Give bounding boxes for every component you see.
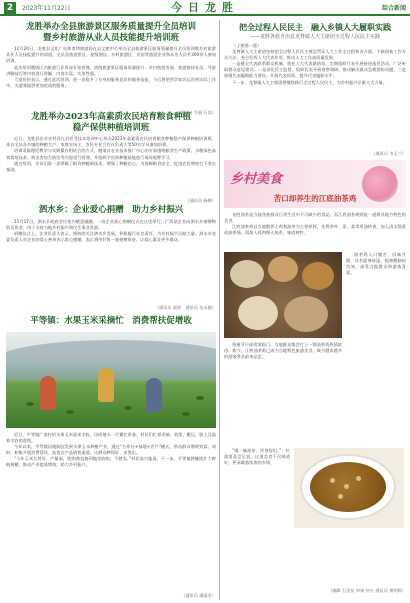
paragraph: 油茶鸡入口微苦，回味甘甜，具有驱寒祛湿、提神醒脑的功效，深受当地群众和游客喜爱。 (346, 252, 406, 276)
paragraph: 捐赠仪式上，企业负责人表示，将持续关注泗水乡发展，积极履行社会责任，为乡村振兴贡献力量。泗水乡党委负责人对企业的爱心善举表示衷心感谢，表示将用好每一笔捐赠资金，让爱心惠及更多群众。 (6, 230, 216, 242)
left-column (6, 20, 216, 600)
paragraph: 培训采取理论教学与实践操作相结合的方式，邀请县农业技术推广中心的专家围绕粮食生产政策、水稻绿色高效栽培技术、病虫害综合防治等内容进行授课，并组织学员到种植基地进行现场观摩学习。 (6, 148, 216, 160)
article-headline: 把全过程人民民主 融入乡镇人大履职实践 (239, 22, 391, 32)
section-label: 综合新闻 (381, 5, 406, 12)
article-tourism-training (6, 22, 216, 116)
paragraph: “喝一碗油茶，浑身舒坦。”一位游客品尝后说，这道美食不仅味道好，更承载着浓浓的乡情。 (224, 448, 290, 466)
paragraph: 通过培训，学员们进一步掌握了粮食种植新技术，增强了种粮信心，为保障粮食安全、促进农民增收打下坚实基础。 (6, 160, 216, 172)
food-intro-text (224, 212, 406, 248)
article-headline: 泗水乡：企业爱心捐赠 助力乡村振兴 (38, 205, 184, 215)
article-body (6, 432, 216, 592)
paragraph: “今年玉米长势好，产量高，收购商直接到地里收购，不愁卖。”村民高兴地说。下一步，平等镇将继续扩大种植规模，推动产业提质增效，助力乡村振兴。 (6, 456, 216, 468)
article-headline: 龙胜举办全县旅游景区服务质量提升全员培训 (25, 22, 196, 32)
food-spread-photo (224, 252, 342, 338)
paragraph: 近日，平等镇广南村的水果玉米迎来丰收，田间地头一片繁忙景象，村民们忙着采摘、装筐、搬运，脸上洋溢着丰收的喜悦。 (6, 432, 216, 444)
paragraph: 今年以来，平等镇因地制宜发展水果玉米种植产业，通过“合作社+基地+农户”模式，带动群众增收致富。同时，积极开展消费帮扶，拓宽农产品销售渠道，让群众种得好、卖得出。 (6, 444, 216, 456)
masthead (0, 0, 410, 16)
paragraph: 11月20日，龙胜县文化广电体育和旅游局在县文旅中心举办全县旅游景区服务质量提升全员培训暨乡村旅游从业人员技能提升培训班，全县各旅游景区、星级酒店、乡村旅游区、民宿等旅游企业和从业人员共300余人参加培训。 (6, 46, 216, 64)
byline: （通讯员 韦玉兰） (371, 151, 406, 156)
article-body (224, 43, 406, 151)
banner-title: 乡村美食 (230, 172, 283, 187)
paragraph: 此次培训邀请区内旅游行业资深专家授课，围绕旅游景区服务质量提升、乡村旅游发展、旅游接待礼仪、导游讲解技巧等内容进行讲解，内容丰富、实用性强。 (6, 64, 216, 76)
article-headline: 龙胜举办2023年高素质农民培育粮食种植 (31, 112, 191, 122)
paragraph: 龙脊镇人大主席团坚持把全过程人民民主理念贯穿人大工作全过程和各方面，不断创新工作方式方法，充分发挥人大代表作用，推动人大工作高质量发展。 (224, 49, 406, 61)
page-number: 2 (4, 2, 16, 14)
food-side-text (346, 252, 406, 392)
banner-subtitle: 苦口却养生的江底油茶鸡 (273, 194, 357, 203)
article-sishui-donation (6, 205, 216, 311)
paragraph: 江底油茶鸡以当地散养土鸡和油茶为主要原料，先将茶叶、姜、蒜等用油炒香，加入清水熬煮成油茶汤，再加入鸡肉慢火炖煮，味道独特。 (224, 224, 406, 236)
oil-tea-chicken-photo (294, 448, 404, 528)
issue-date: 2023年11月22日 (22, 5, 71, 12)
article-farmer-training (6, 112, 216, 204)
article-body (6, 136, 216, 198)
right-column (224, 20, 406, 600)
byline: （通讯员 粟婷 通讯员 龙永敏） (154, 304, 216, 310)
paragraph: （上接第一版） (232, 43, 262, 48)
article-headline-line2: 暨乡村旅游从业人员技能提升培训班 (42, 32, 179, 43)
newspaper-title: 今日龙胜 (171, 1, 239, 14)
byline: （通讯员 韦丽 石涛） (175, 110, 216, 116)
byline: （通讯员 潘丽芳） (181, 593, 216, 598)
food-feature-banner (224, 160, 406, 208)
paragraph: 近日，龙胜县农业农村局在县农业技术培训中心举办2023年高素质农民培育粮食种植稳产保供种植培训班，来自全县各乡镇的种粮大户、家庭农场主、农民专业合作社负责人等50名学员参加培训。 (6, 136, 216, 148)
paragraph: 11月17日，泗水乡政府会议室内暖意融融，一场企业爱心捐赠仪式在这里举行，广西某企业向泗水乡捐赠物资及资金，用于支持当地乡村振兴和民生事业发展。 (6, 218, 216, 230)
paragraph: 龙胜油茶是当地各族群众日常生活中不可缺少的食品，而江底油茶鸡则是一道极具地方特色的美食。 (224, 212, 406, 224)
paragraph: 大家纷纷表示，通过此次培训，进一步提升了自身的服务意识和服务技能，今后将把所学知识运用到实际工作中，为游客提供更加优质的服务。 (6, 76, 216, 88)
article-headline-line2: 稳产保供种植培训班 (72, 122, 150, 133)
article-body (6, 219, 216, 305)
paragraph: 下一步，龙脊镇人大主席团将继续践行全过程人民民主，为乡村振兴贡献人大力量。 (232, 79, 387, 85)
column-divider (219, 20, 220, 600)
article-people-democracy (224, 22, 406, 157)
article-pingdeng-corn (6, 316, 216, 598)
corn-harvest-photo (6, 332, 216, 428)
byline: （通讯员 杨柳） (185, 198, 216, 204)
article-headline: 平等镇：水果玉米采摘忙 消费帮扶促增收 (30, 316, 192, 326)
food-closing-text (224, 448, 290, 528)
paragraph: 每逢节日或贵客临门，当地群众都会打上一锅油茶鸡热情款待。如今，江底油茶鸡已成为当地特色旅游美食，吸引越来越多的游客慕名前来品尝。 (224, 342, 342, 360)
article-body (6, 46, 216, 110)
paragraph: 一是健全代表联系群众机制，依托人大代表联络站，定期组织代表开展接待选民活动，广泛听取群众意见建议。二是深化民主监督，组织代表开展视察调研，推动解决群众急难愁盼问题。三是加强代表履职能力建设，开展代表培训，提升代表履职水平。 (224, 61, 406, 79)
food-body-text (224, 342, 342, 442)
byline: （编辑 石美恒 审核 何万 通讯员 黄明辉） (328, 588, 406, 593)
article-subhead: ——龙胜各族自治县龙脊镇人大主席团全过程人民民主实践 (249, 34, 380, 40)
